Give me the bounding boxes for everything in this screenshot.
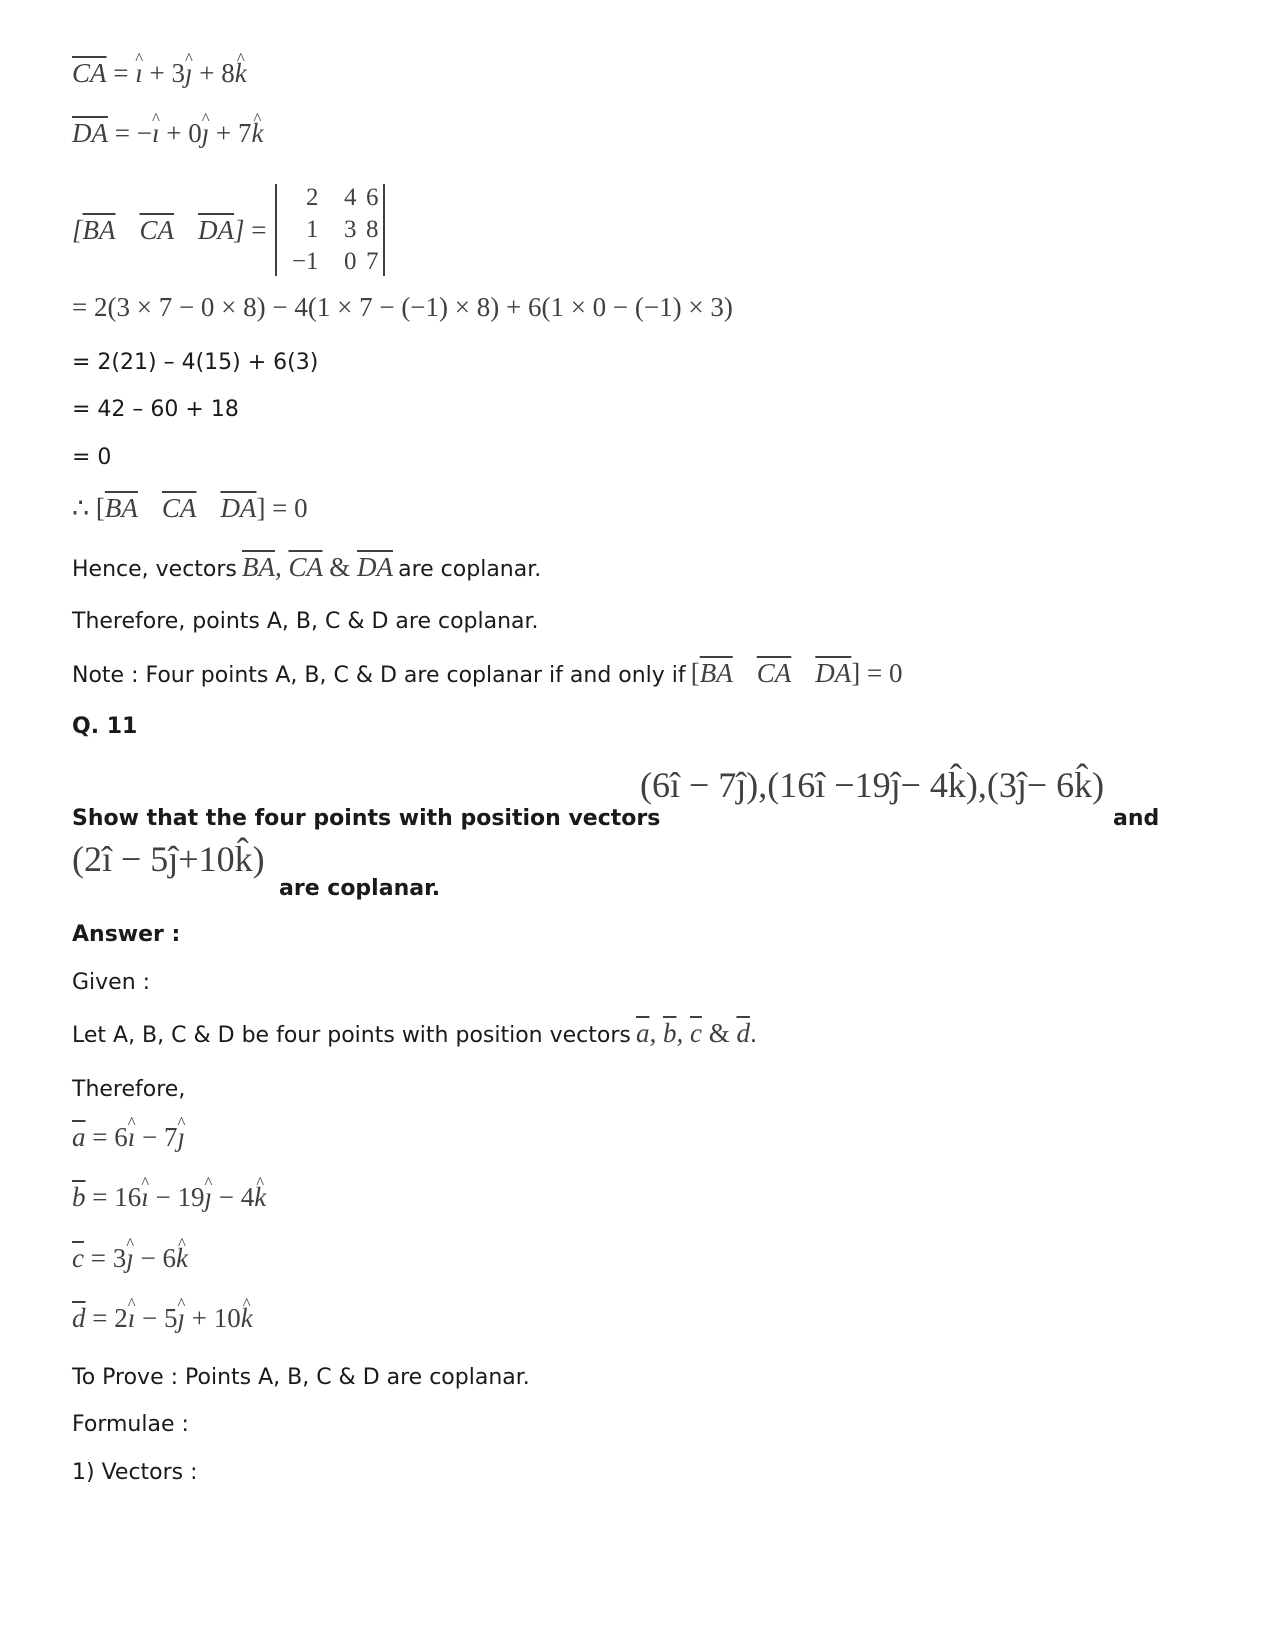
let-line: Let A, B, C & D be four points with position vectors $\overline{a}$, $\overline{b}$, $\overline{c}$ & $\overline{d}$. [72,1018,757,1048]
note-math: [$\overline{BA}$ $\overline{CA}$ $\overline{DA}] = 0$ [690,658,903,688]
matrix-cell: 4 [344,184,357,211]
expansion-line: = 2(3 × 7 − 0 × 8) − 4(1 × 7 − (−1) × 8) + 6(1 × 0 − (−1) × 3) [72,292,733,322]
determinant-matrix [275,184,385,276]
hence-suffix: are coplanar. [398,557,542,582]
determinant-label: [$\overline{BA}$ $\overline{CA}$ $\overline{DA}$] = [72,214,267,245]
note-prefix: Note : Four points A, B, C & D are coplanar if and only if [72,663,686,688]
note-line [72,658,903,689]
question-number: Q. 11 [72,714,138,739]
question-vectors-2: (2î − 5ĵ+10k̂) [72,839,265,879]
question-vectors-1: (6î − 7ĵ),(16î −19ĵ− 4k̂),(3ĵ− 6k̂) [640,765,1105,805]
to-prove: To Prove : Points A, B, C & D are coplanar. [72,1365,530,1390]
matrix-cell: 6 [366,184,379,211]
step-3: = 0 [72,445,112,470]
matrix-cell: 0 [344,248,357,275]
hence-vectors: $\overline{BA}$, $\overline{CA}$ & $\overline{DA}$ [241,552,394,582]
given-label: Given : [72,970,151,995]
matrix-cell: 3 [344,216,357,243]
answer-label: Answer : [72,922,181,947]
matrix-cell: −1 [291,248,319,275]
let-prefix: Let A, B, C & D be four points with position vectors [72,1023,631,1048]
vector-b: $\overline{b}$ = 16ı ^ − 19ȷ ^ − 4k ^ [72,1182,266,1213]
determinant-block [72,184,385,276]
step-2: = 42 – 60 + 18 [72,397,239,422]
vectors-heading: 1) Vectors : [72,1460,198,1485]
hence-prefix: Hence, vectors [72,557,237,582]
step-1: = 2(21) – 4(15) + 6(3) [72,350,319,375]
vector-a: $\overline{a}$ = 6ı ^ − 7ȷ ^ [72,1122,185,1153]
matrix-cell: 2 [306,184,319,211]
ca-vector-line: $\overline{CA}$ = ı ^ + 3ȷ ^ + 8k ^ [72,58,247,89]
question-and: and [1113,806,1160,831]
question-prefix: Show that the four points with position vectors [72,806,661,831]
matrix-cell: 1 [306,216,319,243]
therefore-determinant: ∴ [$\overline{BA}$ $\overline{CA}$ $\overline{DA}] = 0$ [72,493,308,523]
therefore-points: Therefore, points A, B, C & D are coplanar. [72,609,539,634]
hence-line [72,552,541,583]
vector-c: $\overline{c}$ = 3ȷ ^ − 6k ^ [72,1243,188,1274]
da-vector-line: $\overline{DA}$ = −ı ^ + 0ȷ ^ + 7k ^ [72,118,263,149]
matrix-cell: 7 [366,248,379,275]
formulae-label: Formulae : [72,1412,189,1437]
let-vectors: $\overline{a}$, $\overline{b}$, $\overline{c}$ & $\overline{d}$ [635,1018,750,1048]
vector-d: $\overline{d}$ = 2ı ^ − 5ȷ ^ + 10k ^ [72,1303,253,1334]
therefore-label: Therefore, [72,1077,186,1102]
matrix-cell: 8 [366,216,379,243]
question-suffix: are coplanar. [279,876,441,901]
